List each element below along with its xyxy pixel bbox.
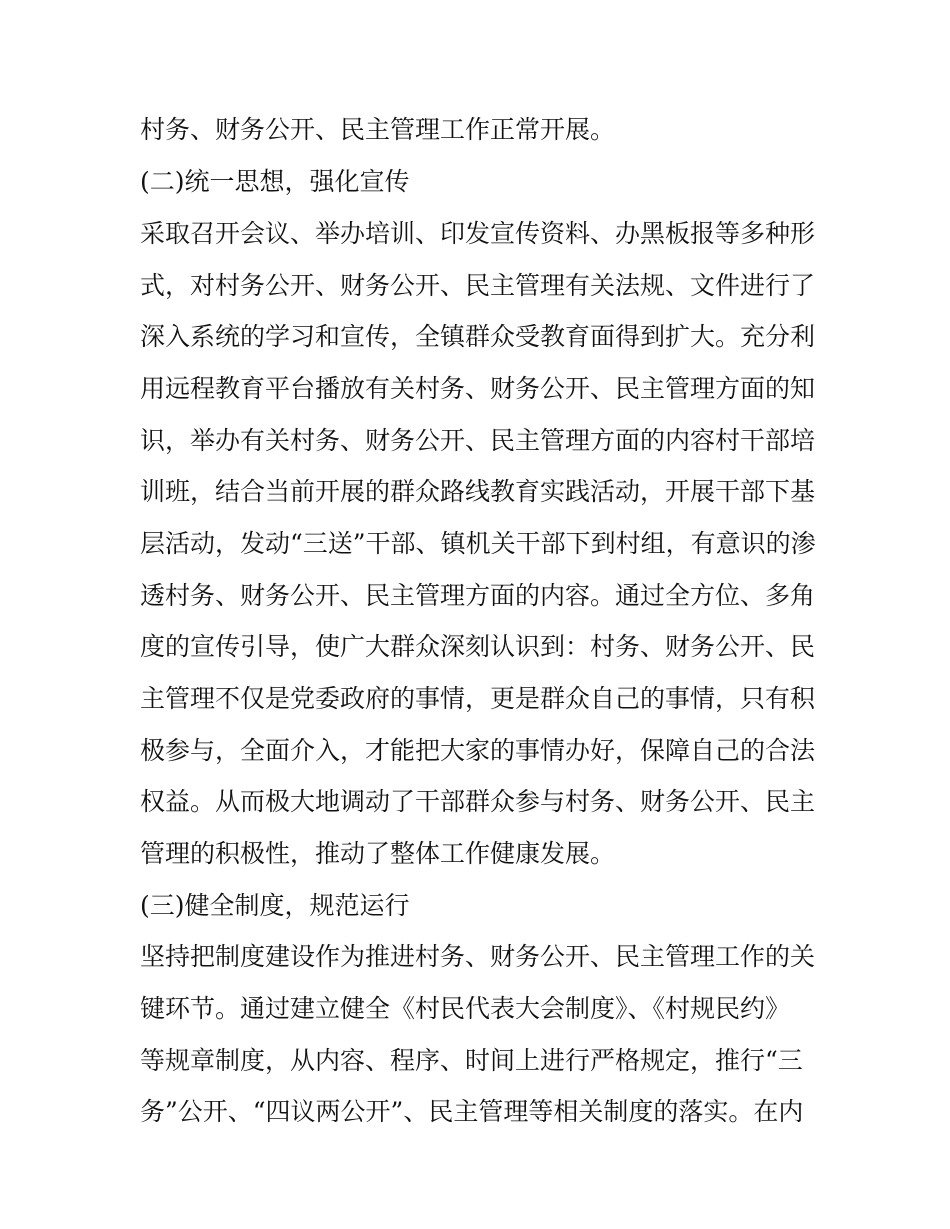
text-line-15: 管理的积极性，推动了整体工作健康发展。 bbox=[140, 839, 616, 868]
text-line-18: 键环节。通过建立健全《村民代表大会制度》、《村规民约》 bbox=[140, 994, 791, 1023]
text-line-5: 深入系统的学习和宣传，全镇群众受教育面得到扩大。充分利 bbox=[140, 322, 816, 351]
text-line-14: 权益。从而极大地调动了干部群众参与村务、财务公开、民主 bbox=[140, 787, 816, 816]
text-line-10: 透村务、财务公开、民主管理方面的内容。通过全方位、多角 bbox=[140, 581, 816, 610]
section-heading-2: (二)统一思想，强化宣传 bbox=[140, 167, 410, 196]
text-line-3: 采取召开会议、举办培训、印发宣传资料、办黑板报等多种形 bbox=[140, 219, 816, 248]
text-line-4: 式，对村务公开、财务公开、民主管理有关法规、文件进行了 bbox=[140, 271, 816, 300]
section-heading-3: (三)健全制度，规范运行 bbox=[140, 891, 410, 920]
text-line-6: 用远程教育平台播放有关村务、财务公开、民主管理方面的知 bbox=[140, 374, 816, 403]
text-line-7: 识，举办有关村务、财务公开、民主管理方面的内容村干部培 bbox=[140, 426, 816, 455]
text-line-8: 训班，结合当前开展的群众路线教育实践活动，开展干部下基 bbox=[140, 477, 816, 506]
text-line-20: 务”公开、“四议两公开”、民主管理等相关制度的落实。在内 bbox=[140, 1097, 804, 1126]
text-line-12: 主管理不仅是党委政府的事情，更是群众自己的事情，只有积 bbox=[140, 684, 816, 713]
text-line-13: 极参与，全面介入，才能把大家的事情办好，保障自己的合法 bbox=[140, 736, 816, 765]
text-line-9: 层活动，发动“三送”干部、镇机关干部下到村组，有意识的渗 bbox=[140, 529, 816, 558]
text-line-11: 度的宣传引导，使广大群众深刻认识到：村务、财务公开、民 bbox=[140, 632, 816, 661]
text-line-17: 坚持把制度建设作为推进村务、财务公开、民主管理工作的关 bbox=[140, 942, 816, 971]
text-line-19: 等规章制度，从内容、程序、时间上进行严格规定，推行“三 bbox=[140, 1046, 803, 1075]
text-line-1: 村务、财务公开、民主管理工作正常开展。 bbox=[140, 115, 616, 144]
